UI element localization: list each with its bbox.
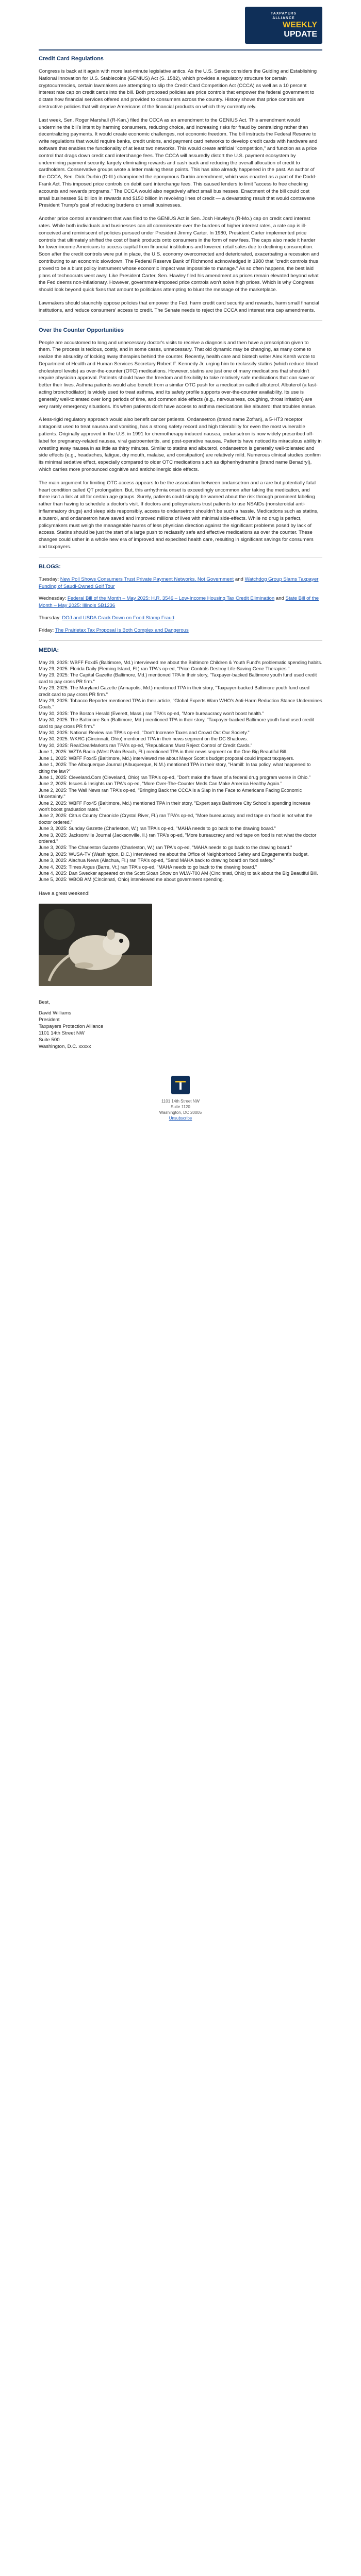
- otc-paragraph: People are accustomed to long and unnecessary doctor's visits to receive a diagnosis and then have a prescription given to them. The process is tedious, costly, and in some cases, unnecessary. That old dynamic may be changing, as many come to realize the absurdity of locking away therapies behind the counter. Recently, health care and biotech writer Alex Kersh wrote to Department of Health and Human Services Secretary Robert F. Kennedy Jr. urging him to reclassify statins (which reduce blood cholesterol levels) as over-the-counter (OTC) medications. However, statins are just one of many medications that shouldn't require physician approval. Patients should have the freedom and flexibility to take relatively safe medications that can save or better their lives. Asthma patients would also benefit from a similar OTC push for a medication called albuterol. Albuterol (a fast-acting bronchodilator) is widely used to treat asthma, and its safety profile supports over-the-counter availability. Its use is generally well-tolerated over long periods of time, and common side effects (e.g., nervousness, coughing, throat irritation) are very rarely emergency situations. It's when patients don't have access to asthma medications like albuterol that troubles ensue.: [39, 340, 318, 410]
- sig-city: Washington, D.C. xxxxx: [39, 1043, 91, 1049]
- media-item: May 30, 2025: The Baltimore Sun (Baltimore, Md.) mentioned TPA in their story, "Taxpayer-backed Baltimore youth fund used credit card to pay cross PR firm.": [39, 717, 314, 729]
- unsubscribe-link[interactable]: Unsubscribe: [169, 1115, 192, 1121]
- media-item: June 1, 2025: WZTA Radio (West Palm Beach, Fl.) mentioned TPA in their news segment on the One Big Beautiful Bill.: [39, 749, 288, 755]
- media-item: June 2, 2025: The Wall News ran TPA's op-ed, "Bringing Back the CCCA is a Slap in the Face to Americans Facing Economic Uncertainty.": [39, 787, 302, 800]
- header-divider: [39, 49, 322, 50]
- media-item: June 1, 2025: WBFF Fox45 (Baltimore, Md.) interviewed me about Mayor Scott's budget proposal could impact taxpayers.: [39, 755, 294, 761]
- media-item: May 30, 2025: The Boston Herald (Everett, Mass.) ran TPA's op-ed, "More bureaucracy won't boost health.": [39, 710, 264, 716]
- tpa-weekly-update-logo: [245, 7, 322, 44]
- logo-update: UPDATE: [284, 30, 317, 39]
- media-item: June 2, 2025: WBFF Fox45 (Baltimore, Md.) mentioned TPA in their story, "Expert says Baltimore City School's spending increase won't boost graduation rates.": [39, 800, 310, 812]
- media-item: June 4, 2025: Dan Swecker appeared on the Scott Sloan Show on WLW-700 AM (Cincinnati, Ohio) to talk about the Big Beautiful Bill.: [39, 871, 318, 876]
- media-heading: MEDIA:: [39, 647, 59, 653]
- media-item: June 2, 2025: Citrus County Chronicle (Crystal River, Fl.) ran TPA's op-ed, "More bureaucracy and red tape on food is not what the doctor ordered.": [39, 813, 313, 825]
- footer: [39, 1076, 322, 1121]
- media-item: June 4, 2025: Times Argus (Barre, Vt.) ran TPA's op-ed, "MAHA needs to go back to the drawing board.": [39, 864, 257, 870]
- media-item: June 3, 2025: Sunday Gazette (Charleston, W.) ran TPA's op-ed, "MAHA needs to go back to the drawing board.": [39, 826, 276, 832]
- media-item: May 29, 2025: Tobacco Reporter mentioned TPA in their article, "Global Experts Warn WHO's Anti-Harm Reduction Stance Undermines Goals.": [39, 698, 322, 710]
- media-item: June 5, 2025: WBOB AM (Cincinnati, Ohio) interviewed me about government spending.: [39, 877, 224, 883]
- media-item: May 30, 2025: WKRC (Cincinnati, Ohio) mentioned TPA in their news segment on the DC Shadows.: [39, 736, 248, 742]
- sig-title: President: [39, 1016, 60, 1023]
- tpa-footer-logo: [171, 1076, 190, 1094]
- media-item: May 30, 2025: RealClearMarkets ran TPA's op-ed, "Republicans Must Reject Control of Credit Cards.": [39, 742, 253, 748]
- sig-name: David Williams: [39, 1010, 71, 1016]
- media-list: [39, 659, 322, 883]
- media-item: June 1, 2025: The Albuquerque Journal (Albuquerque, N.M.) mentioned TPA in their story, "Hamill: In tax policy, what happened to citing the law?": [39, 762, 311, 774]
- footer-suite: Suite 1120: [171, 1104, 190, 1109]
- otc-section: [39, 327, 322, 551]
- media-item: June 1, 2025: Cleveland.Com (Cleveland, Ohio) ran TPA's op-ed, "Don't make the flaws of a federal drug program worse in Ohio.": [39, 774, 311, 780]
- blog-entry-wednesday: Wednesday: Federal Bill of the Month – May 2025: H.R. 3546 – Low-Income Housing Tax Credit Elimination and State Bill of the Month – May 2025: Illinois SB1236: [39, 596, 319, 609]
- credit-card-heading: Credit Card Regulations: [39, 56, 104, 62]
- media-section: [39, 647, 322, 883]
- sig-best: Best,: [39, 999, 50, 1005]
- credit-paragraph: Lawmakers should staunchly oppose policies that empower the Fed, harm credit card security and rewards, harm small financial institutions, and reduce consumers' access to credit. The Senate needs to reject the CCCA and interest rate cap amendments.: [39, 300, 319, 313]
- credit-paragraph: Another price control amendment that was filed to the GENIUS Act is Sen. Josh Hawley's (R-Mo.) cap on credit card interest rates. While both individuals and businesses can all commiserate over the burdens of higher interest rates, a rate cap is ill-conceived and reminiscent of policies pursued under President Jimmy Carter. In 1980, President Carter implemented price controls that ultimately shifted the cost of bank products onto consumers in the form of new fees. The caps also made it harder for lower-income Americans to access capital from financial institutions and lowered retail sales due to declining consumption. Soon after the credit controls were put in place, the U.S. economy overcorrected and deteriorated, exacerbating a recession and contributing to an economic slowdown. The Federal Reserve Bank of Richmond acknowledged in 1980 that "credit controls thus proved to be a blunt policy instrument whose economic impact was impossible to manage." As so often happens, the best laid plans of technocrats went awry. Like President Carter, Sen. Hawley filed his amendment as prices remain elevated beyond what the Fed deems non-inflationary. However, government-imposed price controls won't solve high prices. Which is why Congress should look beyond quick fixes that amount to politicians attempting to blunt the message of the marketplace.: [39, 216, 319, 293]
- logo-alliance: ALLIANCE: [272, 16, 295, 20]
- media-item: June 3, 2025: Alachua News (Alachua, Fl.) ran TPA's op-ed, "Send MAHA back to drawing board on food safety.": [39, 858, 275, 863]
- media-item: June 2, 2025: Issues & Insights ran TPA's op-ed, "More Over-The-Counter Meds Can Make America Healthy Again.": [39, 781, 283, 787]
- otc-paragraph: A less-rigid regulatory approach would also benefit cancer patients. Ondansetron (brand name Zofran), a 5-HT3 receptor antagonist used to treat nausea and vomiting, has a strong safety record and high tolerability for even the most vulnerable patients. Originally approved in the U.S. in 1991 for chemotherapy-induced nausea, ondansetron is now widely prescribed off-label for pregnancy-related nausea, viral gastroenteritis, and post-operative nausea. Patients have noticed its miraculous ability in wrestling away nausea in as little as thirty minutes. Similar to statins and albuterol, ondansetron is generally well-tolerated and side effects (e.g., headaches, fatigue, dry mouth, malaise, and constipation) are relatively mild. Numerous clinical studies confirm its minimal sedative effect, especially compared to older OTC medications such as diphenhydramine (brand name Benadryl), which carries more pronounced cognitive and anticholinergic side effects.: [39, 417, 322, 473]
- blog-link[interactable]: State Bill of the Month – May 2025: Illinois SB1236: [39, 596, 319, 609]
- credit-paragraph: Congress is back at it again with more last-minute legislative antics. As the U.S. Senate considers the Guiding and Establishing National Innovation for U.S. Stablecoins (GENIUS) Act (S. 1582), which provides a regulatory structure for certain cryptocurrencies, certain lawmakers are attempting to slip the Credit Card Competition Act (CCCA) as well as a 10 percent interest rate cap on credit cards into the bill. Both proposed policies are price controls that empower the federal government to dictate how financial services offered and provided to consumers across the country. History shows that price controls are destructive policies that will deprive Americans of the financial products on which they currently rely.: [39, 69, 317, 110]
- logo-taxpayers: TAXPAYERS: [270, 12, 297, 15]
- blog-entry-friday: Friday: The Prairietax Tax Proposal Is Both Complex and Dangerous: [39, 627, 189, 633]
- gerbil-image: [39, 904, 152, 986]
- media-item: May 30, 2025: National Review ran TPA's op-ed, "Don't Increase Taxes and Crowd Out Our Society.": [39, 730, 250, 736]
- gerbil-photo: [39, 904, 152, 986]
- credit-card-section: [39, 56, 322, 314]
- sig-suite: Suite 500: [39, 1037, 60, 1043]
- media-item: June 3, 2025: WUSA-TV (Washington, D.C.) interviewed me about the Office of Neighborhood Safety and Engagement's budget.: [39, 851, 309, 857]
- blog-link[interactable]: The Prairietax Tax Proposal Is Both Complex and Dangerous: [55, 627, 189, 633]
- blogs-section: [39, 564, 322, 634]
- section-divider: [39, 640, 322, 641]
- blog-link[interactable]: Federal Bill of the Month – May 2025: H.R. 3546 – Low-Income Housing Tax Credit Elimination: [67, 596, 275, 602]
- newsletter: [39, 0, 322, 1121]
- signature-block: [39, 999, 322, 1050]
- media-item: May 29, 2025: WBFF Fox45 (Baltimore, Md.) interviewed me about the Baltimore Children & Youth Fund's problematic spending habits.: [39, 659, 322, 665]
- sig-street: 1101 14th Street NW: [39, 1030, 85, 1036]
- blog-link[interactable]: New Poll Shows Consumers Trust Private Payment Networks, Not Government: [60, 576, 234, 582]
- footer-address: 1101 14th Street NW: [161, 1098, 200, 1104]
- media-item: May 29, 2025: The Maryland Gazette (Annapolis, Md.) mentioned TPA in their story, "Taxpayer-backed Baltimore youth fund used credit card to pay cross PR firm.": [39, 685, 310, 697]
- footer-city: Washington, DC 20005: [159, 1110, 202, 1115]
- blog-entry-thursday: Thursday: DOJ and USDA Crack Down on Food Stamp Fraud: [39, 615, 174, 621]
- media-item: May 29, 2025: Florida Daily (Fleming Island, Fl.) ran TPA's op-ed, "Price Controls Destroy Life-Saving Gene Therapies.": [39, 666, 290, 671]
- logo-weekly: WEEKLY: [283, 21, 317, 29]
- blog-link[interactable]: Watchdog Group Slams Taxpayer Funding of Saudi-Owned Golf Tour: [39, 576, 319, 589]
- media-item: May 29, 2025: The Capital Gazette (Baltimore, Md.) mentioned TPA in their story, "Taxpayer-backed Baltimore youth fund used credit card to pay cross PR firm.": [39, 672, 317, 684]
- otc-heading: Over the Counter Opportunities: [39, 327, 124, 333]
- media-item: June 3, 2025: The Charleston Gazette (Charleston, W.) ran TPA's op-ed, "MAHA needs to go back to the drawing board.": [39, 845, 292, 851]
- media-item: June 3, 2025: Jacksonville Journal (Jacksonville, Il.) ran TPA's op-ed, "More bureaucracy and red tape on food is not what the doctor ordered.": [39, 832, 317, 844]
- section-divider: [39, 320, 322, 321]
- otc-paragraph: The main argument for limiting OTC access appears to be the association between ondansetron and a rare but potentially fatal heart condition called QT prolongation. But, this arrhythmia onset is exceedingly uncommon after taking the medication, and there isn't a link at all for certain age groups. Surely, patients could simply be warned about the risk through prominent labeling rather than having to schedule a doctor's visit. If doctors and policymakers trust patients to use NSAIDs (nonsteroidal anti-inflammatory drugs) and sleep aids responsibly, access to ondansetron shouldn't be such a hassle. Medications such as statins, albuterol, and ondansetron have saved and improved millions of lives with minimal side-effects. While no drug is perfect, policymakers must weigh the manageable harms of less physician direction against the significant problems posed by lack of access. Statins should be just the start of a large push to reclassify safe and effective medications as over the counter. These changes could usher in a whole new era of improved and expedited health care, resulting in significant savings for consumers and taxpayers.: [39, 480, 319, 550]
- closing-line: Have a great weekend!: [39, 890, 90, 896]
- blogs-heading: BLOGS:: [39, 563, 61, 570]
- sig-org: Taxpayers Protection Alliance: [39, 1023, 104, 1029]
- header: [39, 0, 322, 46]
- blog-entry-tuesday: Tuesday: New Poll Shows Consumers Trust Private Payment Networks, Not Government and Watchdog Group Slams Taxpayer Funding of Saudi-Owned Golf Tour: [39, 576, 319, 589]
- credit-paragraph: Last week, Sen. Roger Marshall (R-Kan.) filed the CCCA as an amendment to the GENIUS Act. This amendment would undermine the bill's intent by harming consumers, reducing choice, and increasing risks for fraud by centralizing rather than decentralizing payments. It would create economic challenges, not economic freedom. The bill instructs the Federal Reserve to write regulations that would require banks, credit unions, and payment card networks to develop credit cards with hardware and software that enables the functionality of at least two networks. This would create artificial "competition," and function as a price control that drags down credit card interchange fees. The CCCA will assuredly distort the U.S. payment ecosystem by undermining payment security, largely eliminating rewards and cash back and reducing the overall allocation of credit to cardholders. Conservative groups wrote a letter making these points. This has also already happened in the past. An author of the CCCA, Sen. Dick Durbin (D-Ill.) championed the eponymous Durbin amendment, which was enacted as a part of the Dodd-Frank Act. This imposed price controls on debit card interchange fees. This caused lenders to limit "access to free checking accounts and rewards programs." The CCCA would also negatively affect small businesses. Enactment of the bill could cost small businesses $1 billion in rewards and $150 billion in revolving lines of credit — a devastating result that would contravene President Trump's goal of reducing burdens on small businesses.: [39, 117, 318, 209]
- blog-link[interactable]: DOJ and USDA Crack Down on Food Stamp Fraud: [62, 615, 174, 621]
